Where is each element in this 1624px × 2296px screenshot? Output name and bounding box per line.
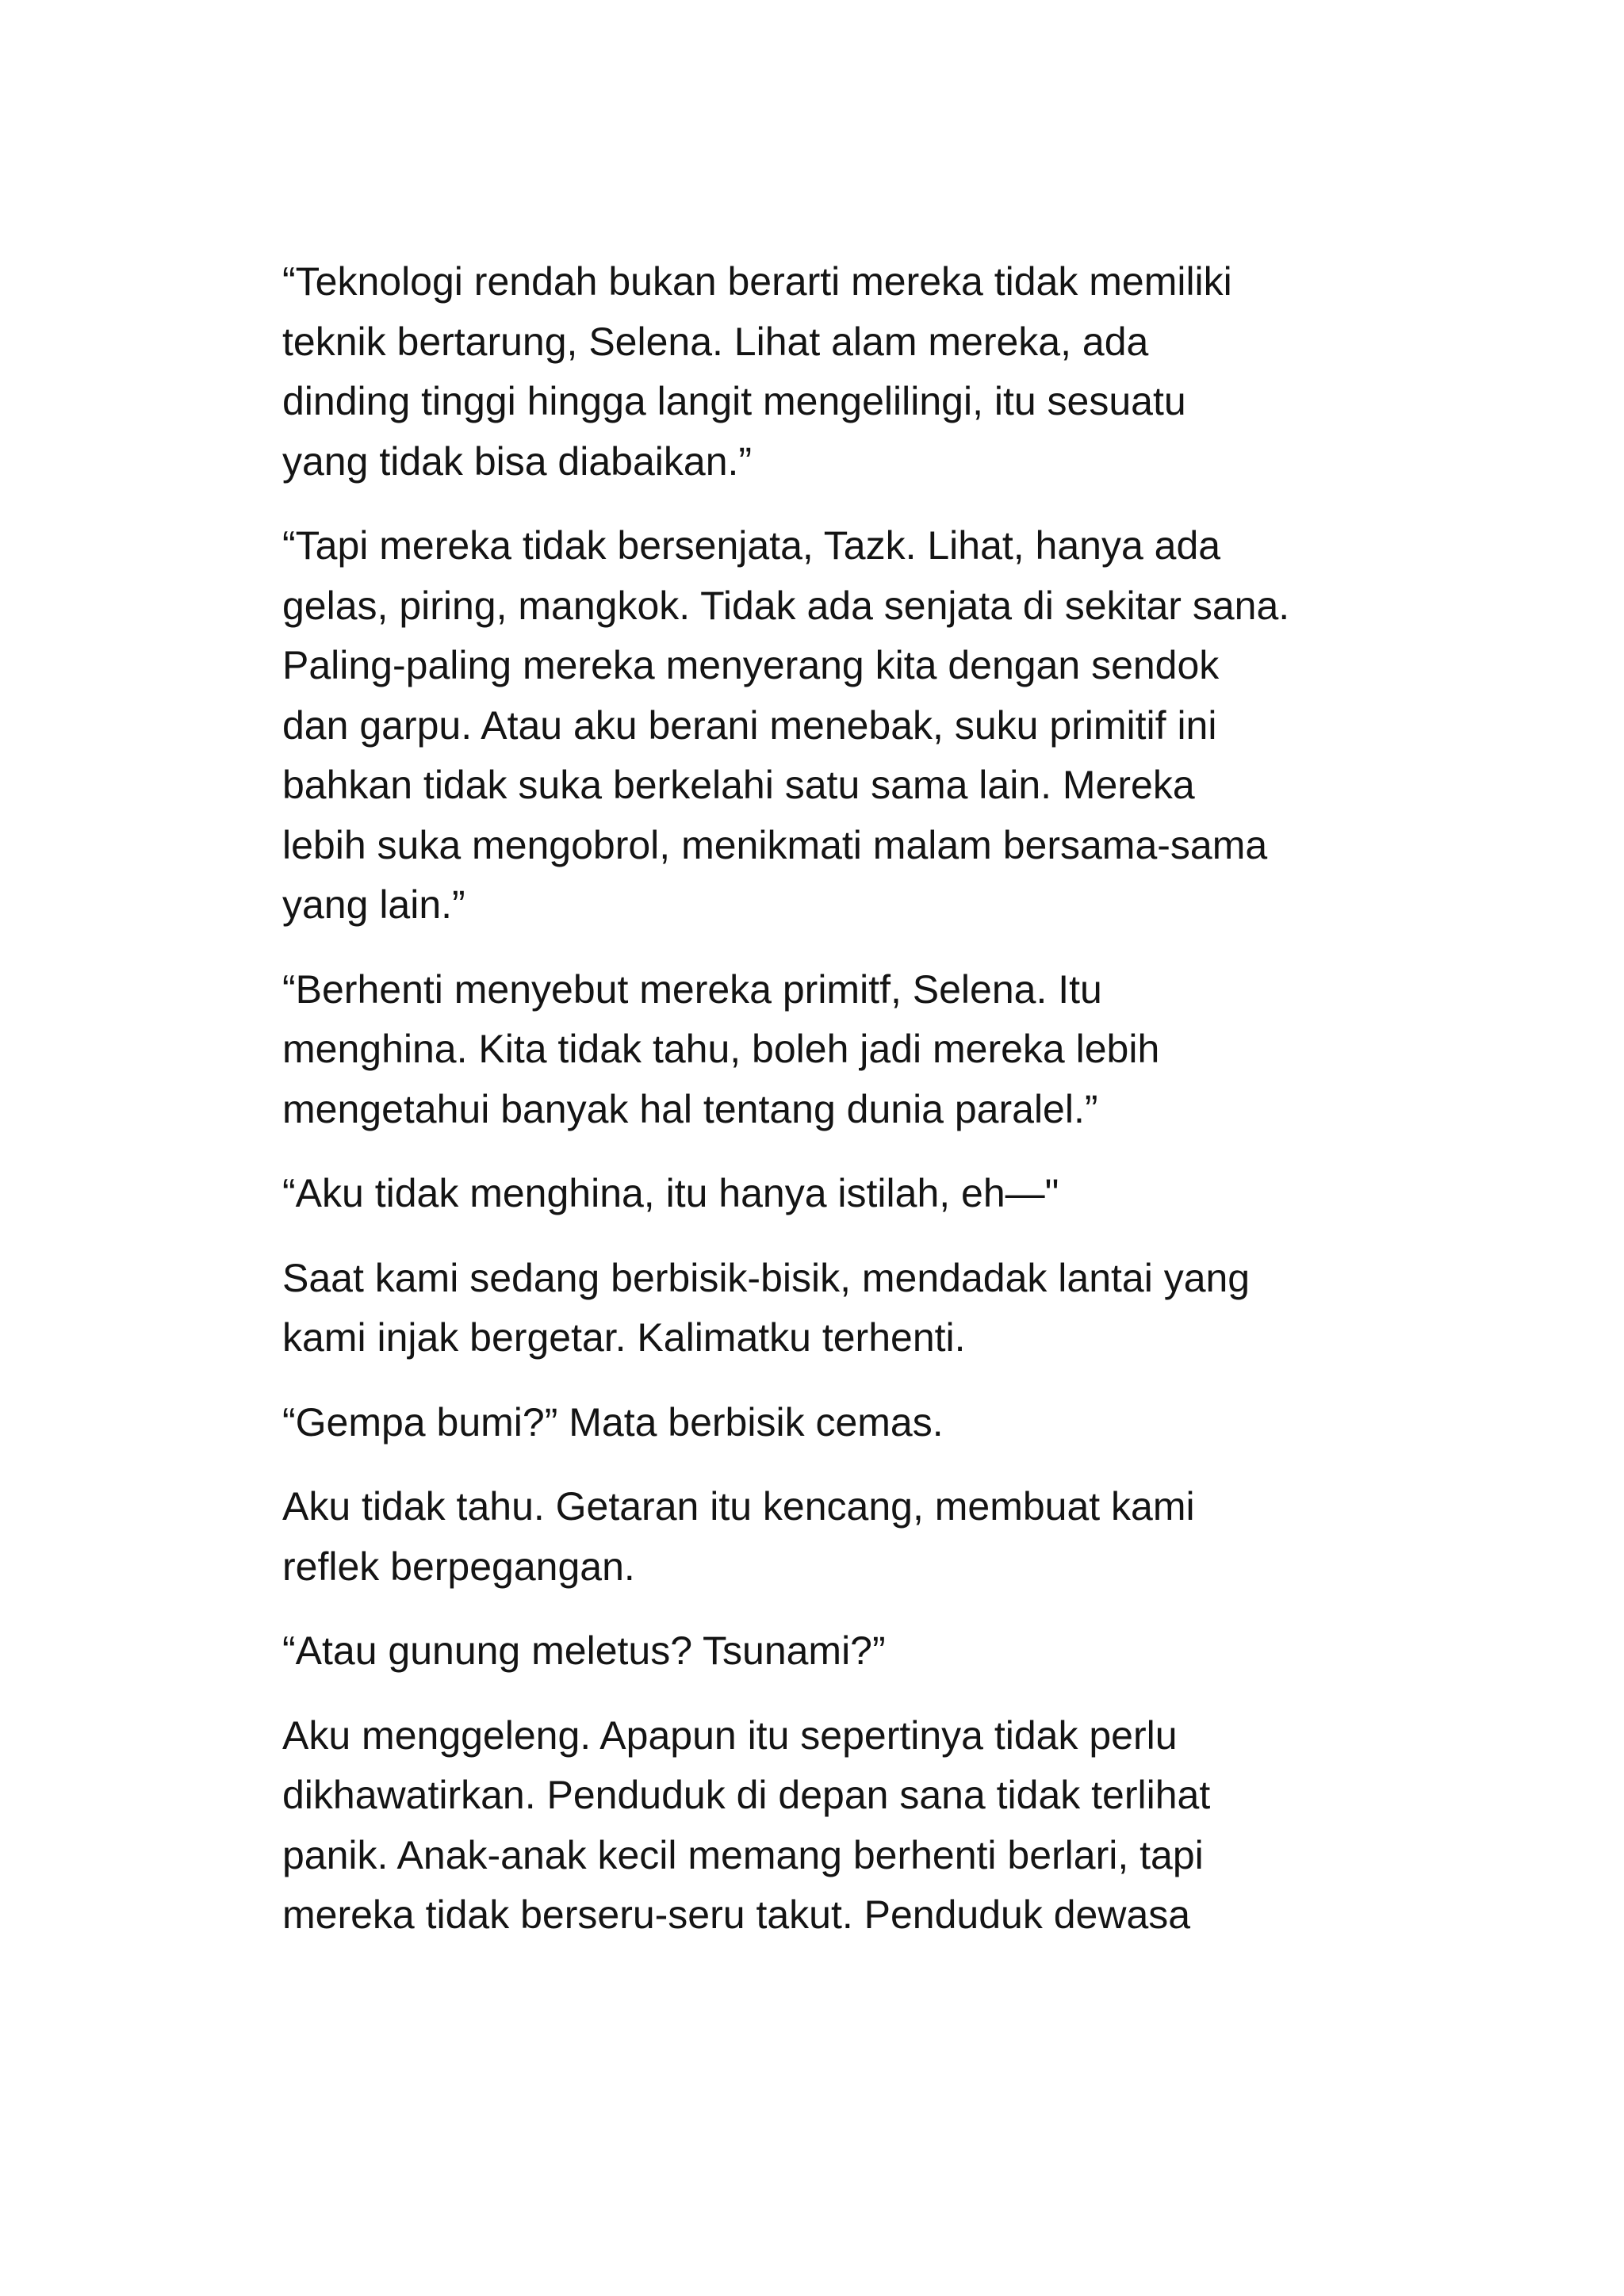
text-line: “Berhenti menyebut mereka primitf, Selena. Itu	[282, 966, 1102, 1012]
text-line: Paling-paling mereka menyerang kita dengan sendok	[282, 643, 1220, 687]
text-line: teknik bertarung, Selena. Lihat alam mereka, ada	[282, 319, 1149, 364]
text-line: gelas, piring, mangkok. Tidak ada senjata di sekitar sana.	[282, 583, 1290, 628]
text-line: “Teknologi rendah bukan berarti mereka tidak memiliki	[282, 259, 1232, 304]
paragraph-6	[282, 1393, 1369, 1453]
text-line: dan garpu. Atau aku berani menebak, suku primitif ini	[282, 702, 1217, 748]
text-line: dinding tinggi hingga langit mengelilingi, itu sesuatu	[282, 379, 1186, 423]
text-line: “Tapi mereka tidak bersenjata, Tazk. Lihat, hanya ada	[282, 523, 1221, 568]
paragraph-5	[282, 1249, 1369, 1368]
paragraph-2	[282, 516, 1369, 936]
paragraph-7	[282, 1477, 1369, 1597]
paragraph-8	[282, 1621, 1369, 1682]
text-line: bahkan tidak suka berkelahi satu sama lain. Mereka	[282, 763, 1195, 807]
text-line: “Atau gunung meletus? Tsunami?”	[282, 1628, 886, 1673]
paragraph-3	[282, 960, 1369, 1140]
paragraph-9	[282, 1706, 1369, 1946]
text-line: mereka tidak berseru-seru takut. Penduduk dewasa	[282, 1892, 1191, 1937]
text-line: Saat kami sedang berbisik-bisik, mendadak lantai yang	[282, 1255, 1251, 1300]
text-line: kami injak bergetar. Kalimatku terhenti.	[282, 1315, 966, 1360]
body-text	[282, 252, 1369, 1970]
text-line: yang tidak bisa diabaikan.”	[282, 438, 753, 484]
text-line: “Aku tidak menghina, itu hanya istilah, eh—"	[282, 1171, 1059, 1215]
text-line: Aku menggeleng. Apapun itu sepertinya tidak perlu	[282, 1712, 1178, 1758]
paragraph-4	[282, 1164, 1369, 1224]
text-line: yang lain.”	[282, 882, 465, 927]
text-line: lebih suka mengobrol, menikmati malam bersama-sama	[282, 822, 1268, 867]
text-line: Aku tidak tahu. Getaran itu kencang, membuat kami	[282, 1484, 1195, 1529]
text-line: menghina. Kita tidak tahu, boleh jadi mereka lebih	[282, 1027, 1160, 1071]
paragraph-1	[282, 252, 1369, 492]
text-line: mengetahui banyak hal tentang dunia paralel.”	[282, 1086, 1098, 1131]
text-line: panik. Anak-anak kecil memang berhenti berlari, tapi	[282, 1832, 1204, 1877]
text-line: reflek berpegangan.	[282, 1544, 635, 1589]
text-line: dikhawatirkan. Penduduk di depan sana tidak terlihat	[282, 1773, 1211, 1817]
text-line: “Gempa bumi?” Mata berbisik cemas.	[282, 1399, 944, 1445]
